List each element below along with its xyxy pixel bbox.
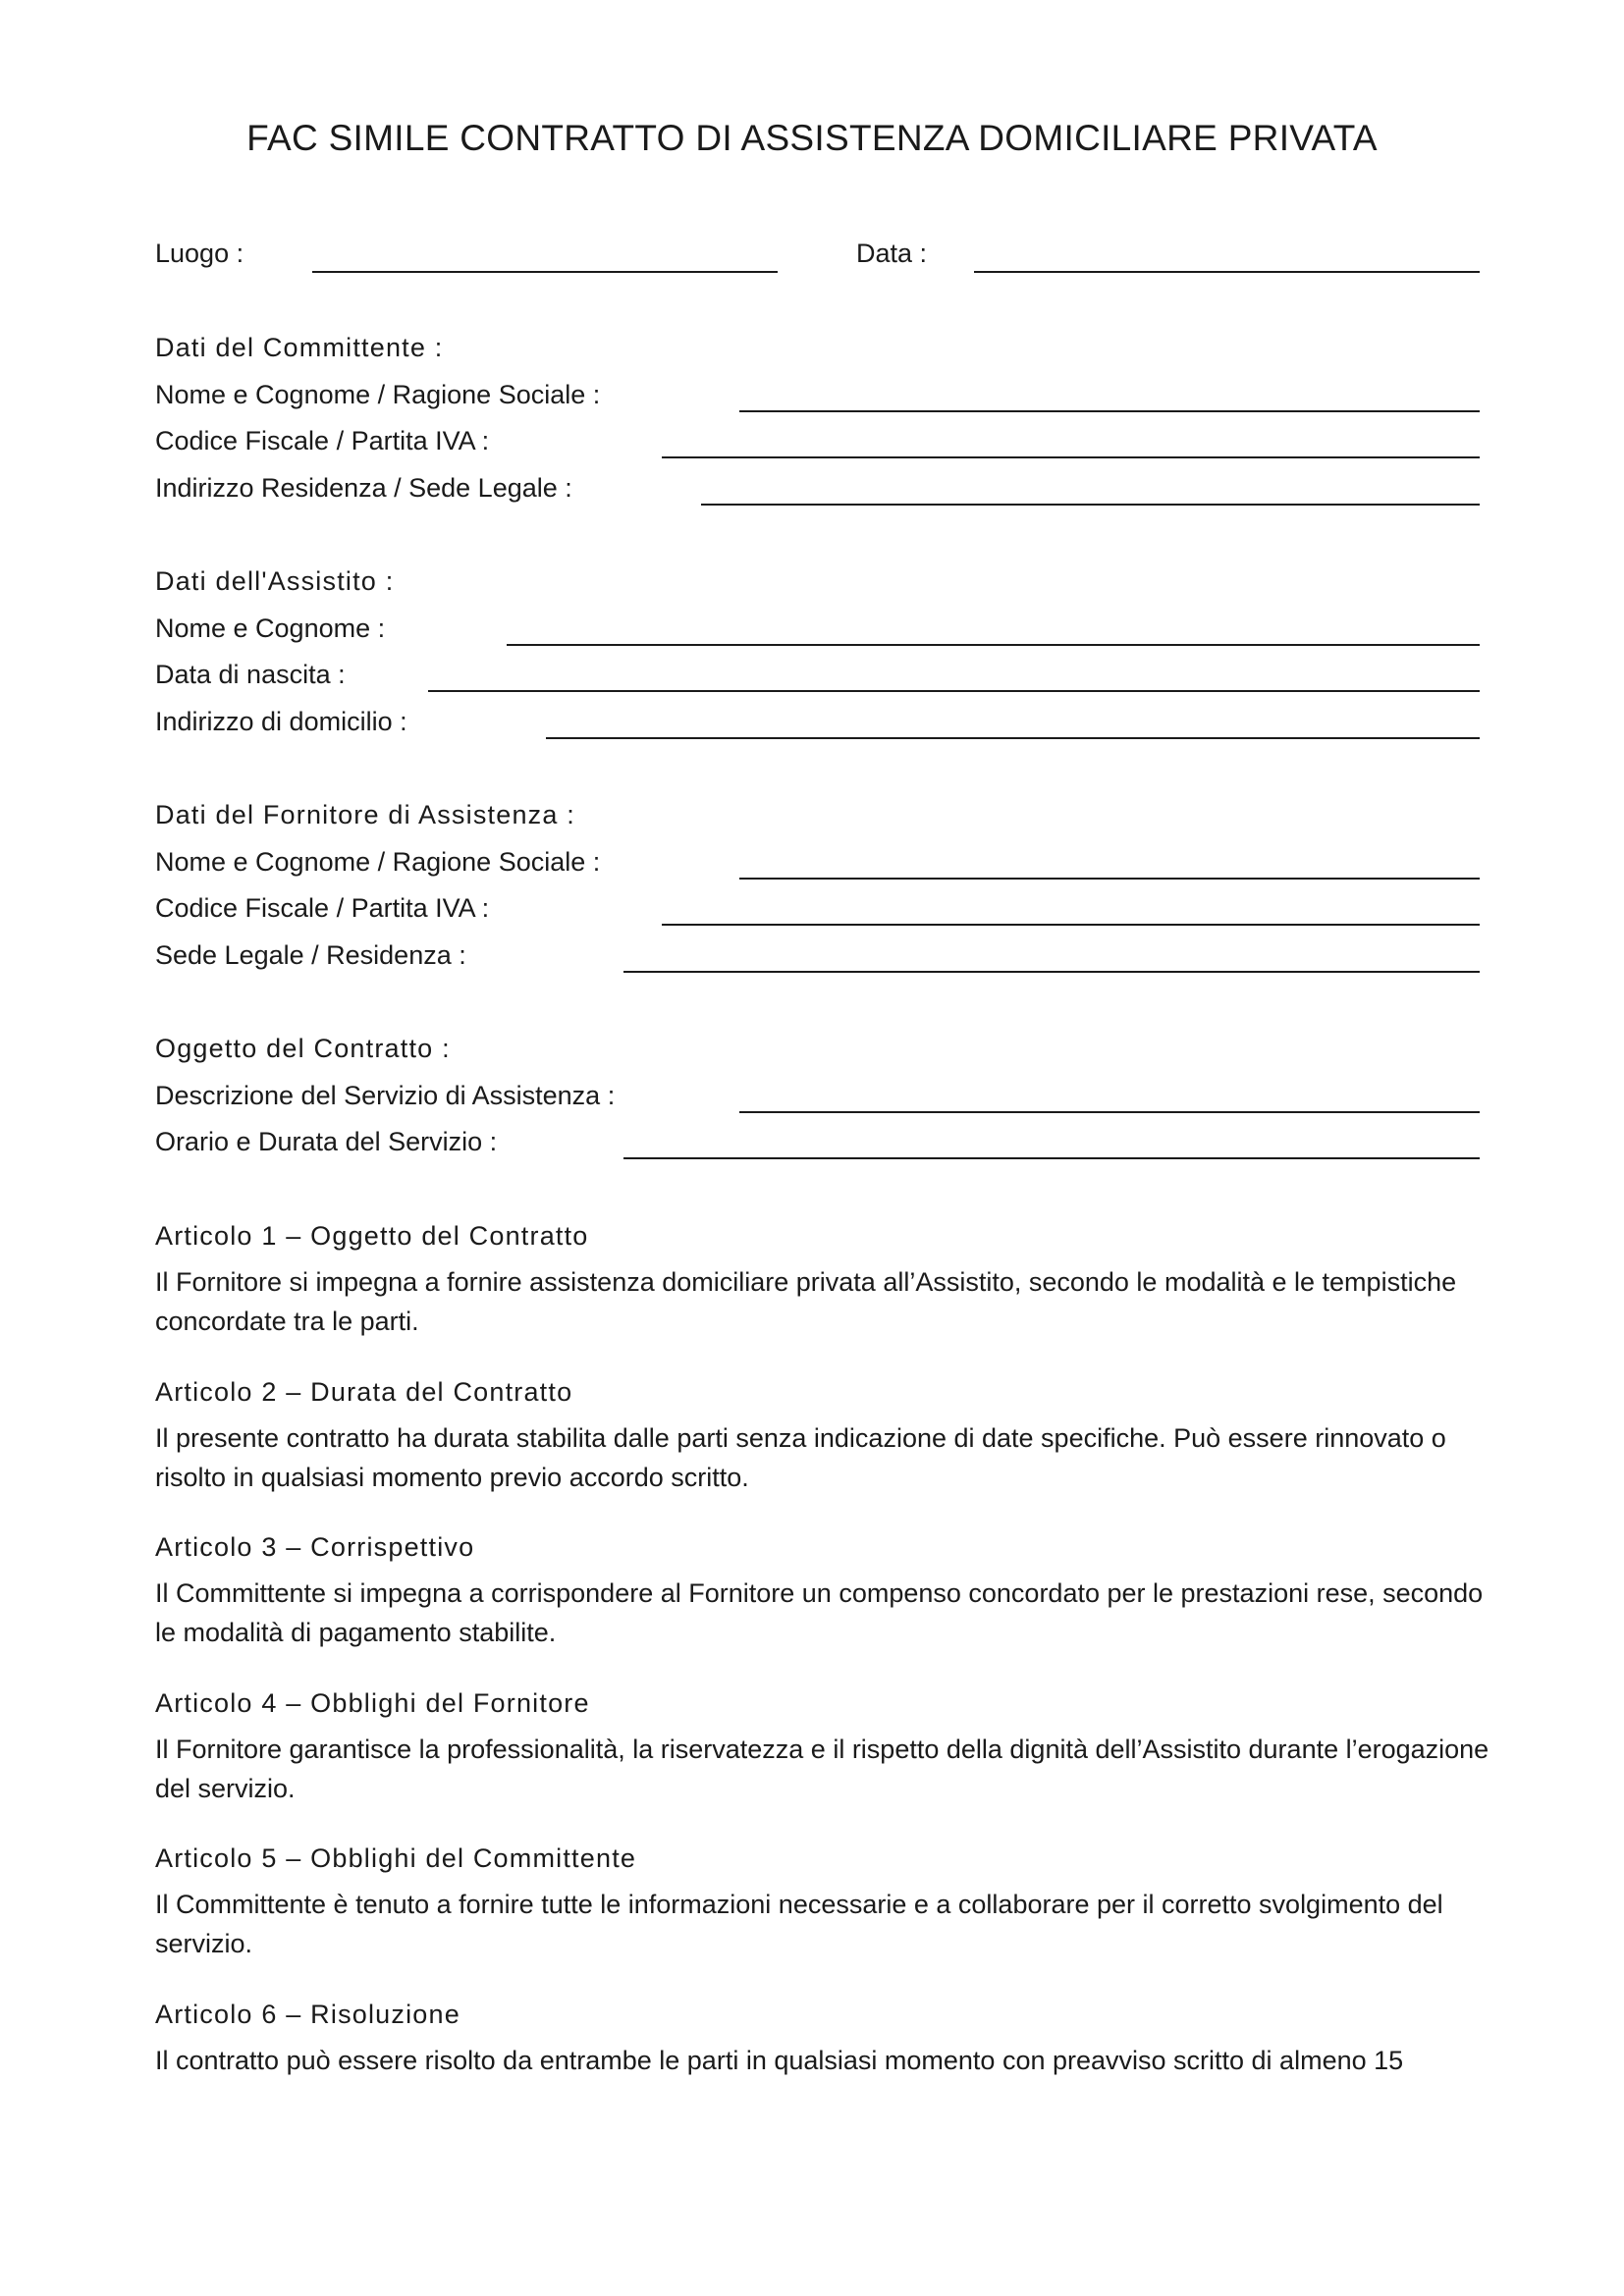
document-title: FAC SIMILE CONTRATTO DI ASSISTENZA DOMICILIARE PRIVATA <box>246 118 1378 158</box>
committente-nome-line[interactable] <box>739 410 1480 412</box>
fornitore-heading: Dati del Fornitore di Assistenza : <box>155 800 575 829</box>
fornitore-nome-line[interactable] <box>739 878 1480 880</box>
assistito-nome-label: Nome e Cognome : <box>155 614 386 643</box>
fornitore-cf-line[interactable] <box>662 924 1480 926</box>
committente-cf-line[interactable] <box>662 456 1480 458</box>
article-1-body: Il Fornitore si impegna a fornire assistenza domiciliare privata all’Assistito, secondo le modalità e le tempistiche concordate tra le parti. <box>155 1267 1457 1336</box>
assistito-domicilio-label: Indirizzo di domicilio : <box>155 707 407 736</box>
luogo-field-line[interactable] <box>312 271 778 273</box>
oggetto-descrizione-line[interactable] <box>739 1111 1480 1113</box>
fornitore-sede-line[interactable] <box>623 971 1480 973</box>
article-3-body: Il Committente si impegna a corrispondere al Fornitore un compenso concordato per le prestazioni rese, secondo le modalità di pagamento stabilite. <box>155 1578 1484 1647</box>
article-2-heading: Articolo 2 – Durata del Contratto <box>155 1377 573 1407</box>
article-4-heading: Articolo 4 – Obblighi del Fornitore <box>155 1688 590 1718</box>
article-6-heading: Articolo 6 – Risoluzione <box>155 2000 460 2029</box>
article-5-body: Il Committente è tenuto a fornire tutte le informazioni necessarie e a collaborare per il corretto svolgimento del servizio. <box>155 1890 1443 1958</box>
committente-indirizzo-label: Indirizzo Residenza / Sede Legale : <box>155 473 572 503</box>
oggetto-orario-line[interactable] <box>623 1157 1480 1159</box>
oggetto-orario-label: Orario e Durata del Servizio : <box>155 1127 498 1156</box>
fornitore-sede-label: Sede Legale / Residenza : <box>155 940 466 970</box>
oggetto-descrizione-label: Descrizione del Servizio di Assistenza : <box>155 1081 616 1110</box>
assistito-nome-line[interactable] <box>507 644 1480 646</box>
article-5-heading: Articolo 5 – Obblighi del Committente <box>155 1843 637 1873</box>
article-3-heading: Articolo 3 – Corrispettivo <box>155 1532 475 1562</box>
oggetto-heading: Oggetto del Contratto : <box>155 1034 451 1063</box>
committente-indirizzo-line[interactable] <box>701 504 1480 506</box>
luogo-label: Luogo : <box>155 239 244 268</box>
assistito-nascita-line[interactable] <box>428 690 1480 692</box>
article-2-body: Il presente contratto ha durata stabilita dalle parti senza indicazione di date specifiche. Può essere rinnovato o risolto in qualsiasi momento previo accordo scritto. <box>155 1423 1446 1492</box>
fornitore-nome-label: Nome e Cognome / Ragione Sociale : <box>155 847 601 877</box>
article-6-body: Il contratto può essere risolto da entrambe le parti in qualsiasi momento con preavviso scritto di almeno 15 <box>155 2046 1404 2075</box>
committente-nome-label: Nome e Cognome / Ragione Sociale : <box>155 380 601 409</box>
article-4-body: Il Fornitore garantisce la professionalità, la riservatezza e il rispetto della dignità dell’Assistito durante l’erogazione del servizio. <box>155 1735 1489 1803</box>
assistito-domicilio-line[interactable] <box>546 737 1480 739</box>
committente-cf-label: Codice Fiscale / Partita IVA : <box>155 426 490 455</box>
data-field-line[interactable] <box>974 271 1480 273</box>
article-1-heading: Articolo 1 – Oggetto del Contratto <box>155 1221 589 1251</box>
assistito-nascita-label: Data di nascita : <box>155 660 346 689</box>
assistito-heading: Dati dell'Assistito : <box>155 566 395 596</box>
fornitore-cf-label: Codice Fiscale / Partita IVA : <box>155 893 490 923</box>
committente-heading: Dati del Committente : <box>155 333 444 362</box>
data-label: Data : <box>856 239 928 268</box>
